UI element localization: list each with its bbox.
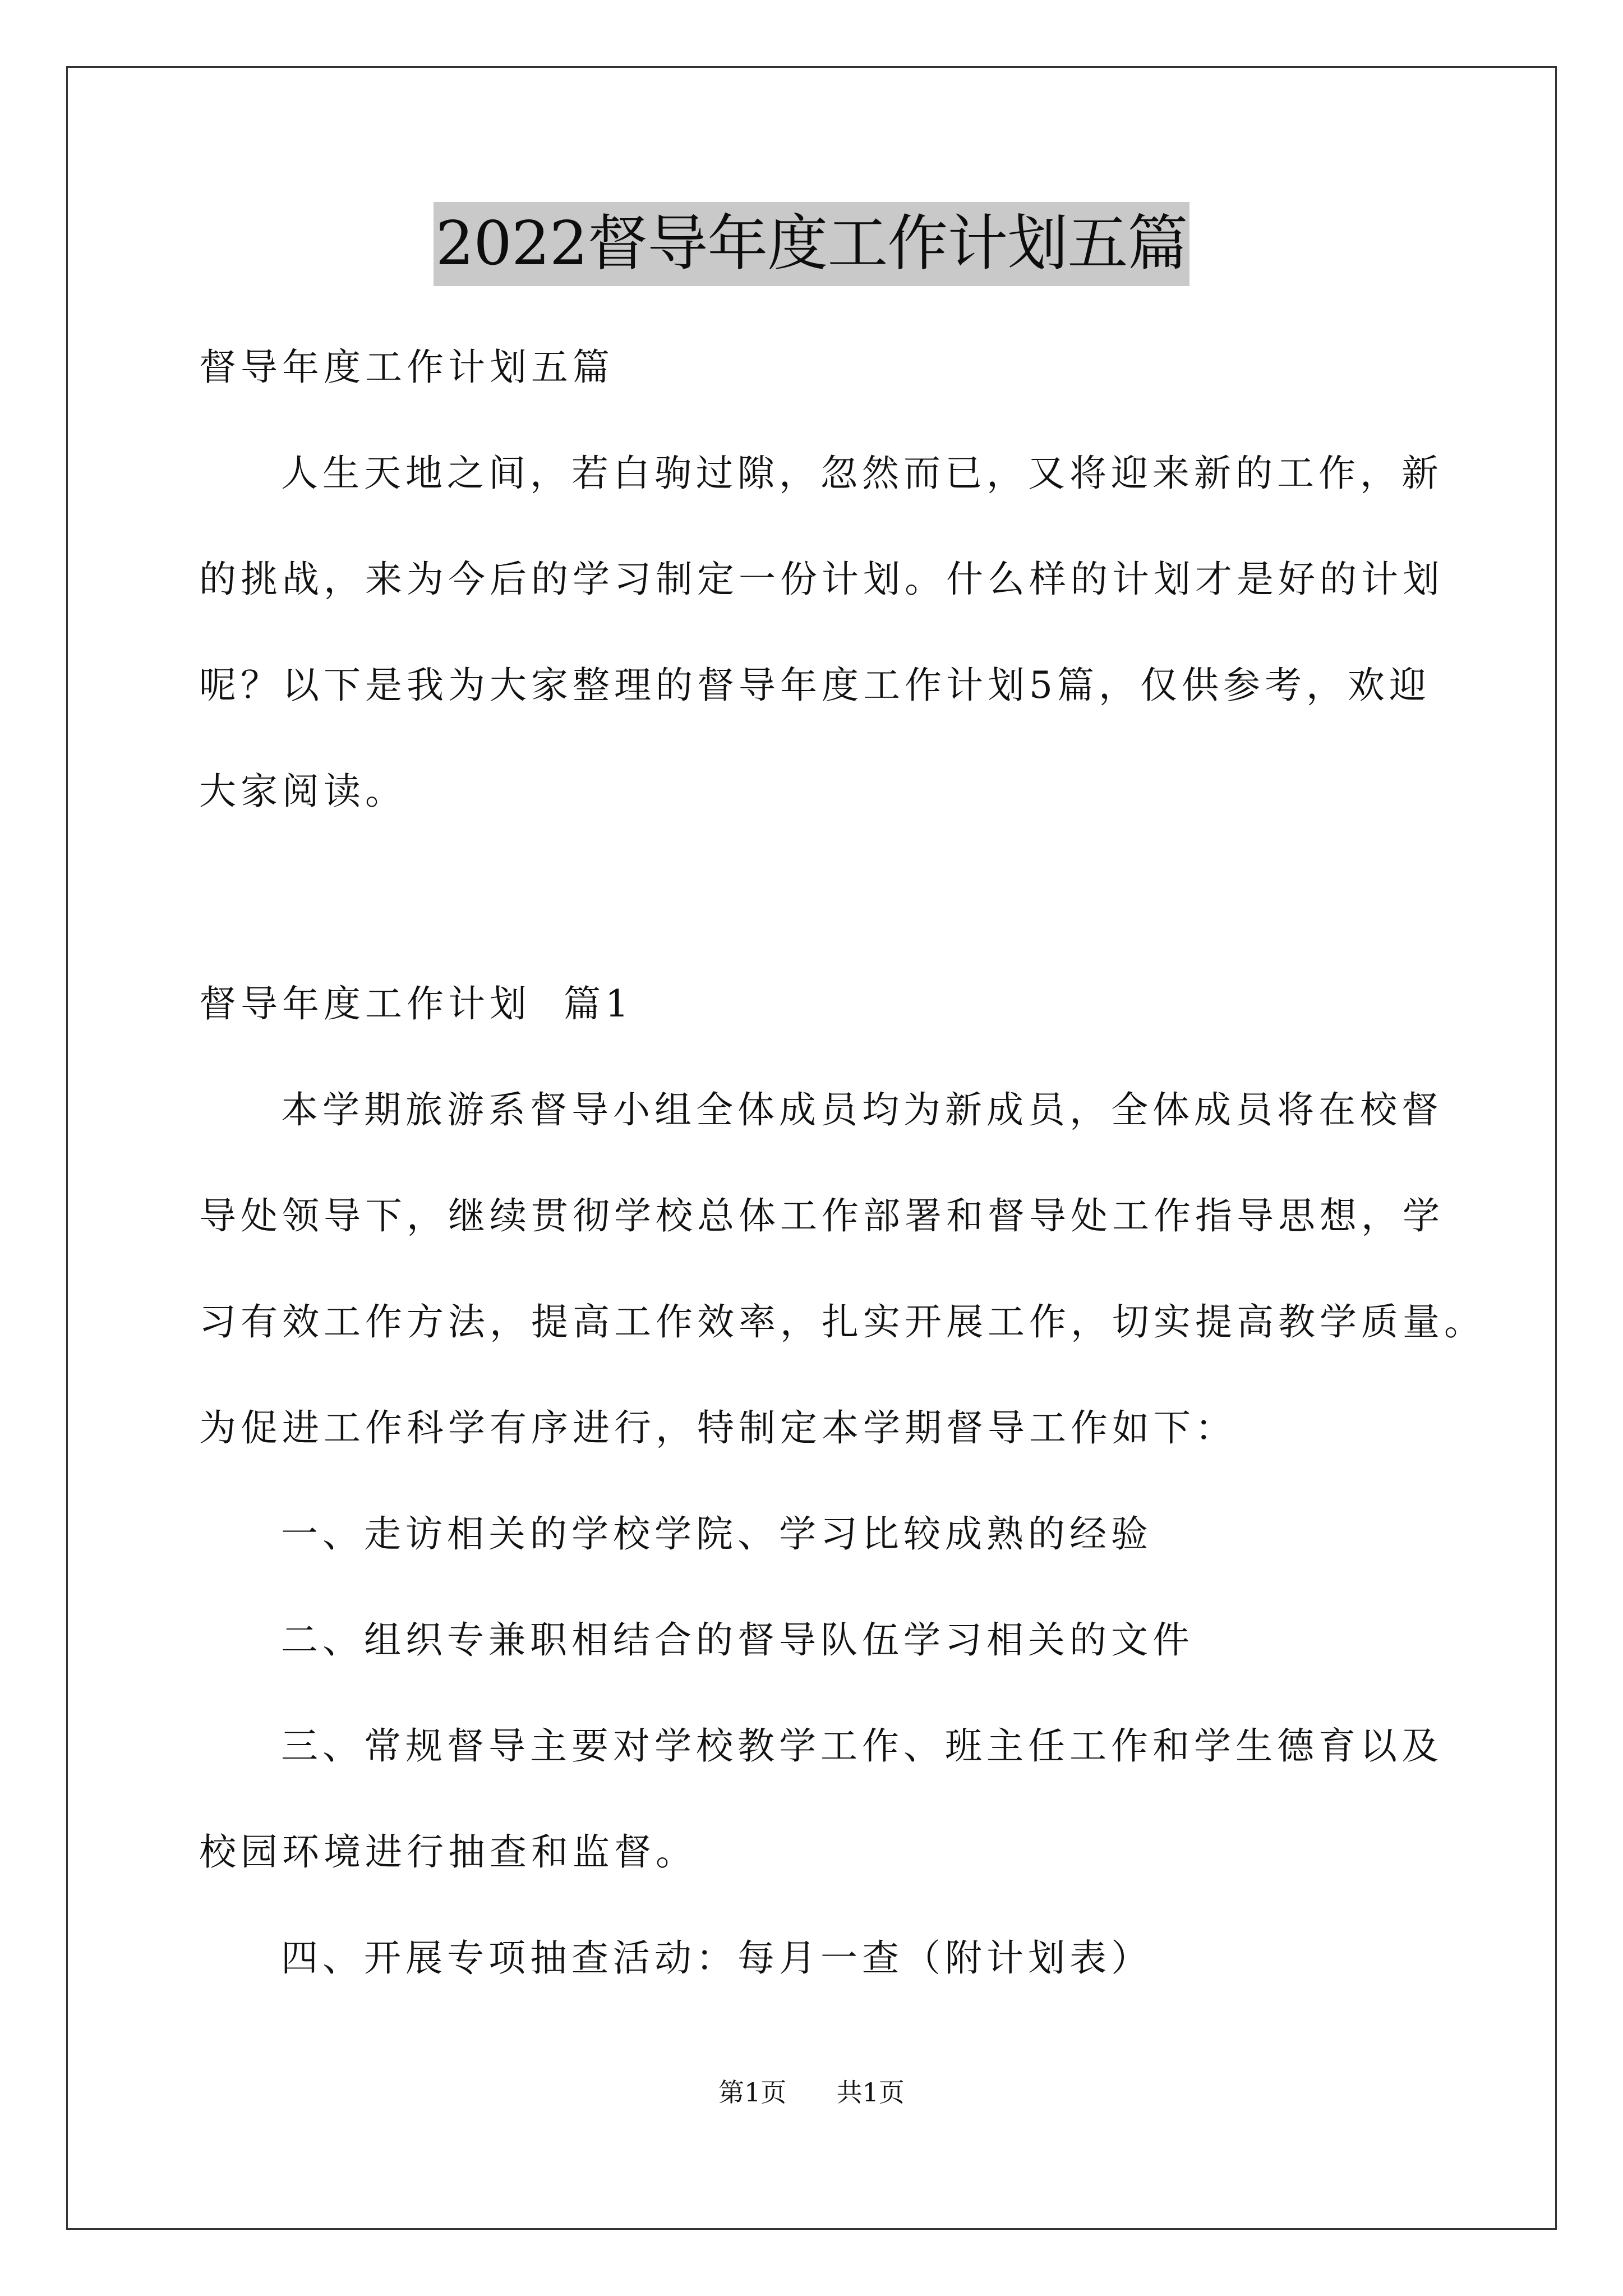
- paragraph-line: 习有效工作方法，提高工作效率，扎实开展工作，切实提高教学质量。: [199, 1300, 1486, 1343]
- paragraph-line: 为促进工作科学有序进行，特制定本学期督导工作如下：: [199, 1406, 1237, 1450]
- document-body: [199, 314, 1486, 2011]
- page-total: 共1页: [836, 2077, 905, 2108]
- list-item-2: 二、组织专兼职相结合的督导队伍学习相关的文件: [281, 1618, 1194, 1662]
- page-number: 第1页: [718, 2077, 787, 2108]
- paragraph-line: 人生天地之间，若白驹过隙，忽然而已，又将迎来新的工作，新: [281, 452, 1443, 495]
- paragraph-line: 导处领导下，继续贯彻学校总体工作部署和督导处工作指导思想，学: [199, 1194, 1444, 1237]
- section-gap: [199, 844, 1422, 951]
- list-item-3: [199, 1693, 1443, 1905]
- list-item-4: 四、开展专项抽查活动：每月一查（附计划表）: [281, 1936, 1152, 1980]
- paragraph-line: 呢？以下是我为大家整理的督导年度工作计划5篇，仅供参考，欢迎: [199, 664, 1431, 707]
- list-item-1: 一、走访相关的学校学院、学习比较成熟的经验: [281, 1512, 1152, 1556]
- document-title: 2022督导年度工作计划五篇: [434, 202, 1190, 286]
- intro-paragraph: [199, 420, 1444, 844]
- paragraph-line: 三、常规督导主要对学校教学工作、班主任工作和学生德育以及: [281, 1724, 1443, 1768]
- paragraph-line: 本学期旅游系督导小组全体成员均为新成员，全体成员将在校督: [281, 1088, 1443, 1131]
- paragraph-line: 校园环境进行抽查和监督。: [199, 1830, 697, 1874]
- title-block: [0, 202, 1623, 286]
- paragraph-line: 的挑战，来为今后的学习制定一份计划。什么样的计划才是好的计划: [199, 558, 1444, 601]
- document-subtitle: 督导年度工作计划五篇: [199, 346, 614, 389]
- paragraph-line: 大家阅读。: [199, 770, 407, 813]
- page-footer: [0, 2076, 1623, 2109]
- section-paragraph: [199, 1057, 1486, 1481]
- section-heading: 督导年度工作计划 篇1: [199, 982, 633, 1025]
